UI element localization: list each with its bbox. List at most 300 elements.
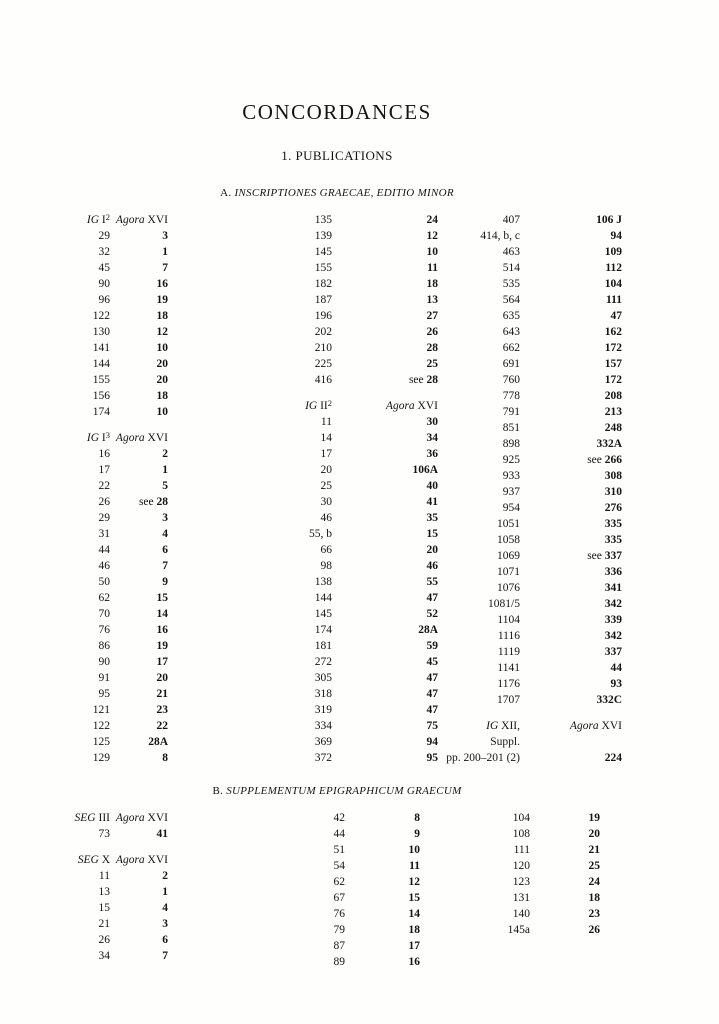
source-number: 1051 <box>497 518 520 530</box>
table-row <box>60 686 168 702</box>
agora-number: 52 <box>426 608 438 620</box>
source-number: 89 <box>333 956 345 968</box>
source-number: 51 <box>333 844 345 856</box>
table-row <box>60 750 168 766</box>
table-row <box>60 292 168 308</box>
agora-number: 310 <box>604 486 622 498</box>
source-number: 11 <box>98 870 110 882</box>
agora-number: see 337 <box>587 550 622 562</box>
agora-number: 18 <box>156 390 168 402</box>
agora-number: 27 <box>426 310 438 322</box>
agora-number: see 266 <box>587 454 622 466</box>
source-number: 122 <box>92 310 110 322</box>
agora-number: 94 <box>610 230 622 242</box>
agora-number: 335 <box>604 518 622 530</box>
table-row <box>475 810 600 826</box>
agora-number: 16 <box>156 278 168 290</box>
source-number: 156 <box>92 390 110 402</box>
concordance-block <box>460 212 622 708</box>
agora-number: 35 <box>426 512 438 524</box>
table-row <box>460 532 622 548</box>
agora-number: 172 <box>604 374 622 386</box>
source-number: 111 <box>513 844 530 856</box>
agora-number: 41 <box>156 828 168 840</box>
source-number: 79 <box>333 924 345 936</box>
agora-number: 5 <box>162 480 168 492</box>
concordance-block <box>60 810 168 842</box>
table-row <box>60 606 168 622</box>
table-row <box>277 212 438 228</box>
source-number: 29 <box>98 512 110 524</box>
concordance-block <box>60 430 168 766</box>
table-row <box>277 324 438 340</box>
table-row <box>60 948 168 964</box>
table-row <box>460 628 622 644</box>
agora-number: 20 <box>156 358 168 370</box>
table-row <box>460 484 622 500</box>
agora-number: 19 <box>156 294 168 306</box>
agora-number: 1 <box>162 246 168 258</box>
agora-number: 28A <box>418 624 438 636</box>
source-number: 21 <box>98 918 110 930</box>
table-row <box>60 574 168 590</box>
source-number: 135 <box>314 214 332 226</box>
table-row <box>277 510 438 526</box>
source-number: 15 <box>98 902 110 914</box>
agora-number: 41 <box>426 496 438 508</box>
source-number: 1141 <box>497 662 520 674</box>
block-header <box>460 718 622 734</box>
table-row <box>60 868 168 884</box>
source-number: 44 <box>333 828 345 840</box>
table-row <box>277 340 438 356</box>
table-row <box>460 660 622 676</box>
section-a-heading-prefix: A. <box>220 187 235 199</box>
block-header <box>60 212 168 228</box>
table-row <box>60 526 168 542</box>
source-number: 96 <box>98 294 110 306</box>
table-row <box>460 692 622 708</box>
agora-number: 23 <box>588 908 600 920</box>
table-row <box>460 228 622 244</box>
source-number: 155 <box>92 374 110 386</box>
agora-number: 104 <box>604 278 622 290</box>
source-number: 174 <box>314 624 332 636</box>
table-row <box>60 670 168 686</box>
agora-number: 46 <box>426 560 438 572</box>
table-row <box>460 276 622 292</box>
table-row <box>460 596 622 612</box>
section-a-column-1 <box>60 212 168 766</box>
agora-number: 3 <box>162 512 168 524</box>
table-row <box>277 494 438 510</box>
table-row <box>60 340 168 356</box>
source-number: 31 <box>98 528 110 540</box>
table-row <box>60 462 168 478</box>
agora-number: 24 <box>426 214 438 226</box>
source-number: 26 <box>98 934 110 946</box>
table-row <box>460 324 622 340</box>
agora-number: 12 <box>408 876 420 888</box>
agora-number: 213 <box>604 406 622 418</box>
table-row <box>60 702 168 718</box>
source-number: 196 <box>314 310 332 322</box>
source-number: 42 <box>333 812 345 824</box>
source-number: 155 <box>314 262 332 274</box>
table-row <box>60 932 168 948</box>
source-number: 187 <box>314 294 332 306</box>
table-row <box>60 244 168 260</box>
table-row <box>460 404 622 420</box>
source-number: 851 <box>502 422 520 434</box>
agora-number: 15 <box>156 592 168 604</box>
source-number: 46 <box>98 560 110 572</box>
table-row <box>460 644 622 660</box>
source-number: 34 <box>98 950 110 962</box>
source-number: 141 <box>92 342 110 354</box>
source-number: 145a <box>507 924 530 936</box>
table-row <box>475 890 600 906</box>
block-header-left: SEG X <box>77 854 110 866</box>
table-row <box>60 734 168 750</box>
agora-number: 335 <box>604 534 622 546</box>
agora-number: 34 <box>426 432 438 444</box>
agora-number: 21 <box>156 688 168 700</box>
agora-number: 47 <box>426 688 438 700</box>
table-row <box>277 734 438 750</box>
page-title: CONCORDANCES <box>242 100 432 124</box>
agora-number: 47 <box>426 592 438 604</box>
table-row <box>277 372 438 388</box>
publications-subtitle: 1. PUBLICATIONS <box>281 148 393 163</box>
source-number: 933 <box>502 470 520 482</box>
source-number: 62 <box>333 876 345 888</box>
agora-number: 25 <box>588 860 600 872</box>
table-row <box>295 890 420 906</box>
source-number: 778 <box>502 390 520 402</box>
source-number: 791 <box>502 406 520 418</box>
agora-number: 22 <box>156 720 168 732</box>
table-row <box>460 564 622 580</box>
source-number: 1069 <box>497 550 520 562</box>
table-row <box>295 874 420 890</box>
agora-number: 12 <box>426 230 438 242</box>
table-row <box>60 228 168 244</box>
source-number: 144 <box>92 358 110 370</box>
table-row <box>295 810 420 826</box>
block-header-right: Agora XVI <box>115 812 168 824</box>
table-row <box>60 654 168 670</box>
source-number: 20 <box>320 464 332 476</box>
table-row <box>277 622 438 638</box>
agora-number: 93 <box>610 678 622 690</box>
source-number: 62 <box>98 592 110 604</box>
source-number: 50 <box>98 576 110 588</box>
block-header-left: IG I $^3$ <box>86 429 110 444</box>
section-b-column-3 <box>475 810 600 938</box>
table-row <box>460 292 622 308</box>
source-number: 372 <box>314 752 332 764</box>
source-number: 319 <box>314 704 332 716</box>
agora-number: 8 <box>414 812 420 824</box>
source-number: 225 <box>314 358 332 370</box>
agora-number: 47 <box>426 672 438 684</box>
agora-number: 162 <box>604 326 622 338</box>
agora-number: 28 <box>426 342 438 354</box>
table-row <box>60 638 168 654</box>
table-row <box>277 478 438 494</box>
source-number: 937 <box>502 486 520 498</box>
agora-number: 208 <box>604 390 622 402</box>
block-header <box>60 430 168 446</box>
agora-number: 6 <box>162 544 168 556</box>
agora-number: 10 <box>408 844 420 856</box>
table-row <box>277 542 438 558</box>
section-b-column-1 <box>60 810 168 964</box>
table-row <box>460 420 622 436</box>
agora-number: 75 <box>426 720 438 732</box>
table-row <box>60 558 168 574</box>
source-number: 139 <box>314 230 332 242</box>
agora-number: 10 <box>156 406 168 418</box>
source-number: 17 <box>98 464 110 476</box>
agora-number: 1 <box>162 464 168 476</box>
table-row <box>277 718 438 734</box>
table-row <box>277 430 438 446</box>
agora-number: 172 <box>604 342 622 354</box>
source-number: 1076 <box>497 582 520 594</box>
agora-number: see 28 <box>138 496 168 508</box>
source-number: 202 <box>314 326 332 338</box>
agora-number: 47 <box>426 704 438 716</box>
table-row <box>475 906 600 922</box>
source-number: 29 <box>98 230 110 242</box>
source-number: 70 <box>98 608 110 620</box>
agora-number: 4 <box>162 528 168 540</box>
table-row <box>475 922 600 938</box>
agora-number: 9 <box>162 576 168 588</box>
agora-number: 36 <box>426 448 438 460</box>
source-number: 91 <box>98 672 110 684</box>
agora-number: 30 <box>426 416 438 428</box>
agora-number: 106 J <box>596 214 622 226</box>
source-number: 138 <box>314 576 332 588</box>
source-number: 954 <box>502 502 520 514</box>
agora-number: 15 <box>426 528 438 540</box>
concordance-block <box>277 398 438 766</box>
table-row <box>60 404 168 420</box>
table-row <box>460 468 622 484</box>
block-header-right: Agora XVI <box>385 400 438 412</box>
table-row <box>460 212 622 228</box>
agora-number: 8 <box>162 752 168 764</box>
table-row <box>475 858 600 874</box>
source-number: 1707 <box>497 694 520 706</box>
source-number: 76 <box>98 624 110 636</box>
table-row <box>460 340 622 356</box>
agora-number: 18 <box>156 310 168 322</box>
source-number: 45 <box>98 262 110 274</box>
agora-number: 19 <box>588 812 600 824</box>
source-number: 898 <box>502 438 520 450</box>
source-number: 120 <box>512 860 530 872</box>
source-number: pp. 200–201 (2) <box>446 752 520 764</box>
source-number: 1104 <box>497 614 520 626</box>
source-number: 121 <box>92 704 110 716</box>
table-row <box>277 228 438 244</box>
agora-number: 332A <box>596 438 622 450</box>
source-number: 130 <box>92 326 110 338</box>
source-number: 32 <box>98 246 110 258</box>
agora-number: 7 <box>162 950 168 962</box>
table-row <box>277 244 438 260</box>
source-number: 210 <box>314 342 332 354</box>
source-number: 144 <box>314 592 332 604</box>
section-a-column-3 <box>446 212 622 766</box>
concordance-block <box>475 810 600 938</box>
table-row <box>277 446 438 462</box>
source-number: 1071 <box>497 566 520 578</box>
table-row <box>277 260 438 276</box>
source-number: 145 <box>314 608 332 620</box>
source-number: 90 <box>98 656 110 668</box>
agora-number: 3 <box>162 230 168 242</box>
source-number: 643 <box>502 326 520 338</box>
table-row <box>60 510 168 526</box>
section-a-column-2 <box>277 212 438 766</box>
block-header-right: Agora XVI <box>115 854 168 866</box>
table-row <box>277 750 438 766</box>
agora-number: 59 <box>426 640 438 652</box>
source-number: 662 <box>502 342 520 354</box>
table-row <box>277 414 438 430</box>
agora-number: 342 <box>604 630 622 642</box>
source-number: 95 <box>98 688 110 700</box>
source-number: 463 <box>502 246 520 258</box>
agora-number: 28A <box>148 736 168 748</box>
source-number: 86 <box>98 640 110 652</box>
source-number: 760 <box>502 374 520 386</box>
source-number: 334 <box>314 720 332 732</box>
source-number: 1116 <box>497 630 520 642</box>
agora-number: 2 <box>162 870 168 882</box>
source-number: 129 <box>92 752 110 764</box>
table-row <box>446 750 622 766</box>
source-number: 87 <box>333 940 345 952</box>
agora-number: 15 <box>408 892 420 904</box>
source-number: 1176 <box>497 678 520 690</box>
table-row <box>460 548 622 564</box>
agora-number: 23 <box>156 704 168 716</box>
table-row <box>460 612 622 628</box>
table-row <box>277 670 438 686</box>
source-number: 17 <box>320 448 332 460</box>
agora-number: 332C <box>596 694 622 706</box>
table-row <box>460 372 622 388</box>
agora-number: 10 <box>156 342 168 354</box>
table-row <box>460 516 622 532</box>
table-row <box>277 356 438 372</box>
block-header <box>277 398 438 414</box>
agora-number: 7 <box>162 262 168 274</box>
table-row <box>277 654 438 670</box>
source-number: 30 <box>320 496 332 508</box>
agora-number: 18 <box>588 892 600 904</box>
agora-number: 106A <box>412 464 438 476</box>
concordance-block <box>60 852 168 964</box>
agora-number: 26 <box>588 924 600 936</box>
source-number: 98 <box>320 560 332 572</box>
table-row <box>60 324 168 340</box>
table-row <box>460 356 622 372</box>
agora-number: see 28 <box>408 374 438 386</box>
block-header-line2 <box>460 734 622 750</box>
agora-number: 9 <box>414 828 420 840</box>
agora-number: 14 <box>156 608 168 620</box>
table-row <box>60 478 168 494</box>
source-number: 67 <box>333 892 345 904</box>
agora-number: 19 <box>156 640 168 652</box>
table-row <box>60 446 168 462</box>
source-number: 44 <box>98 544 110 556</box>
source-number: 125 <box>92 736 110 748</box>
agora-number: 25 <box>426 358 438 370</box>
source-number: 14 <box>320 432 332 444</box>
concordance-block <box>446 718 622 766</box>
table-row <box>60 372 168 388</box>
agora-number: 45 <box>426 656 438 668</box>
source-number: 16 <box>98 448 110 460</box>
table-row <box>277 606 438 622</box>
block-header-left-line2: Suppl. <box>490 736 520 748</box>
block-header-left: IG XII, <box>486 720 520 732</box>
table-row <box>295 906 420 922</box>
source-number: 26 <box>98 496 110 508</box>
source-number: 73 <box>98 828 110 840</box>
table-row <box>295 938 420 954</box>
table-row <box>277 590 438 606</box>
source-number: 414, b, c <box>480 230 520 242</box>
source-number: 635 <box>502 310 520 322</box>
table-row <box>277 686 438 702</box>
agora-number: 94 <box>426 736 438 748</box>
source-number: 181 <box>314 640 332 652</box>
agora-number: 26 <box>426 326 438 338</box>
agora-number: 24 <box>588 876 600 888</box>
agora-number: 224 <box>604 752 622 764</box>
table-row <box>460 436 622 452</box>
source-number: 1119 <box>497 646 520 658</box>
block-header-right: Agora XVI <box>115 214 168 226</box>
source-number: 76 <box>333 908 345 920</box>
source-number: 66 <box>320 544 332 556</box>
table-row <box>277 702 438 718</box>
agora-number: 111 <box>606 294 622 306</box>
agora-number: 44 <box>610 662 622 674</box>
source-number: 46 <box>320 512 332 524</box>
source-number: 145 <box>314 246 332 258</box>
agora-number: 2 <box>162 448 168 460</box>
table-row <box>60 308 168 324</box>
table-row <box>460 244 622 260</box>
agora-number: 6 <box>162 934 168 946</box>
agora-number: 20 <box>426 544 438 556</box>
table-row <box>277 292 438 308</box>
source-number: 22 <box>98 480 110 492</box>
source-number: 318 <box>314 688 332 700</box>
source-number: 140 <box>512 908 530 920</box>
source-number: 13 <box>98 886 110 898</box>
